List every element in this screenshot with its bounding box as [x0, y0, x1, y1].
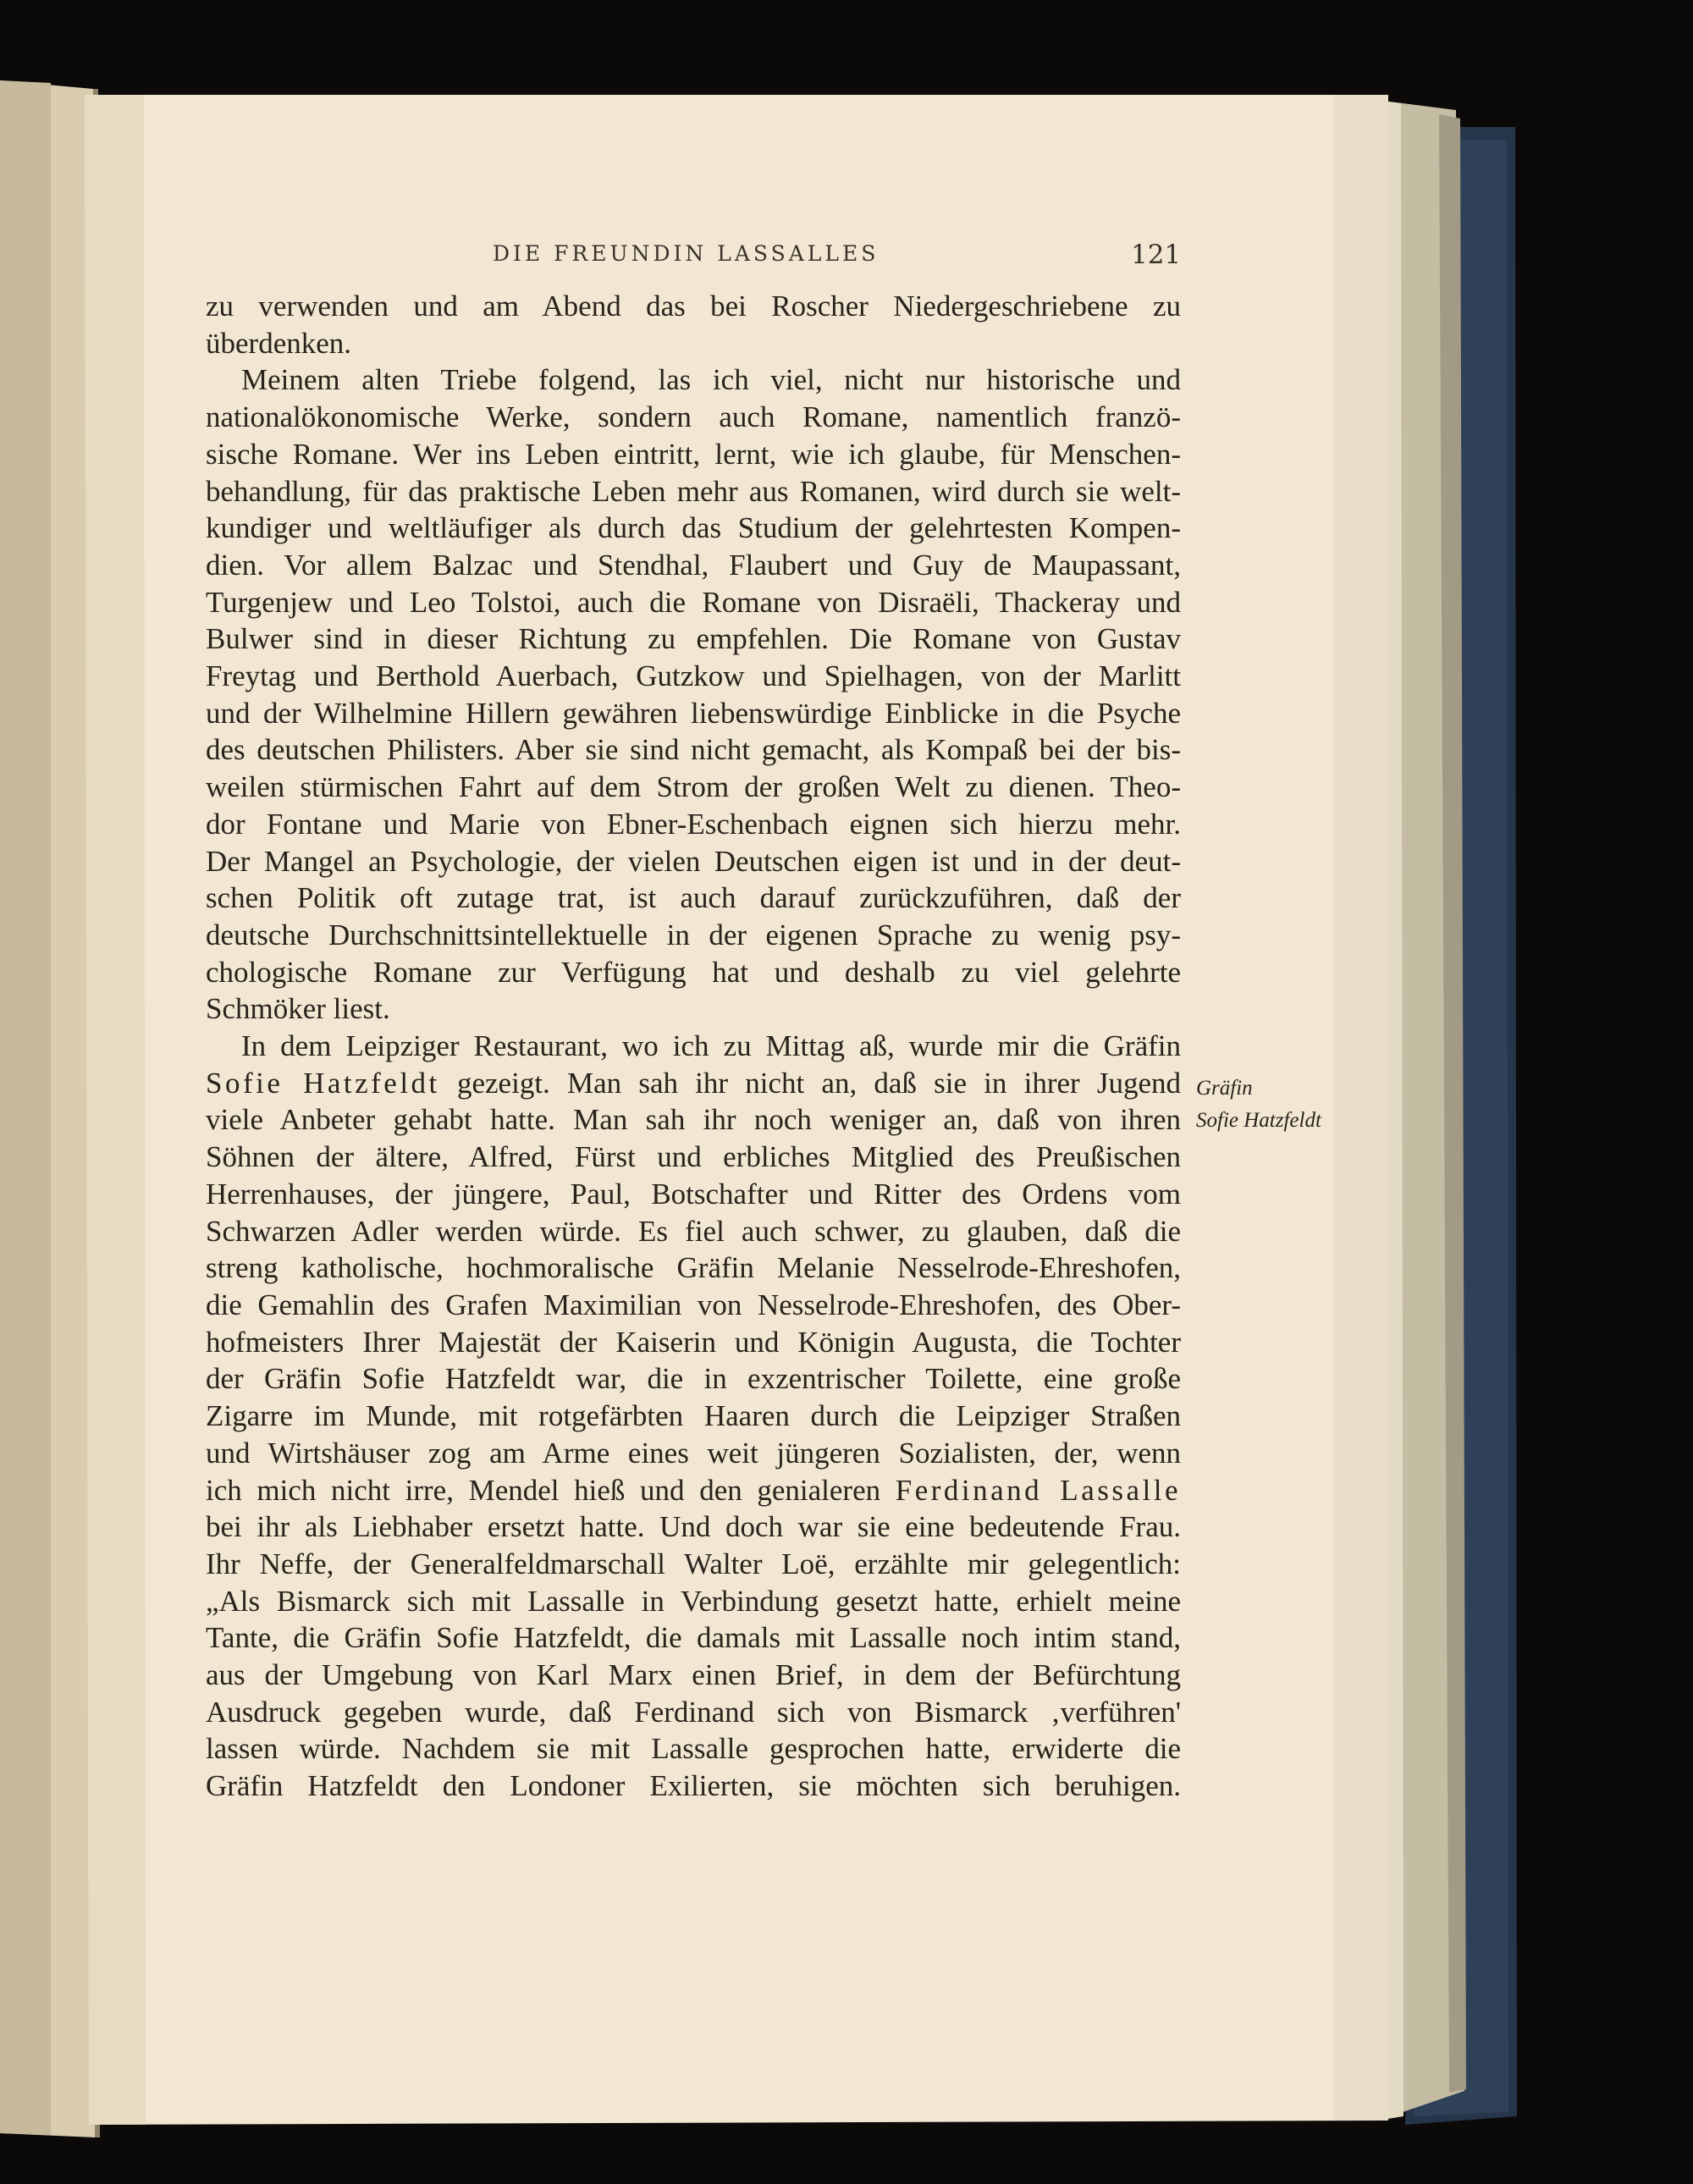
page-number: 121	[1131, 240, 1182, 270]
text-line	[206, 1065, 1181, 1102]
text-line: und Wirtshäuser zog am Arme eines weit jüngeren Sozialisten, der, wenn	[206, 1436, 1181, 1470]
text-line: Ausdruck gegeben wurde, daß Ferdinand sich von Bismarck ‚verführen'	[206, 1695, 1181, 1729]
text-line	[206, 1472, 1181, 1509]
text-line: In dem Leipziger Restaurant, wo ich zu Mittag aß, wurde mir die Gräfin	[241, 1029, 1181, 1063]
text-line: Meinem alten Triebe folgend, las ich viel, nicht nur historische und	[241, 363, 1181, 397]
text-line: dor Fontane und Marie von Ebner-Eschenbach eignen sich hierzu mehr.	[206, 807, 1181, 841]
text-line: behandlung, für das praktische Leben mehr aus Romanen, wird durch sie welt-	[206, 474, 1181, 508]
text-line: der Gräfin Sofie Hatzfeldt war, die in exzentrischer Toilette, eine große	[206, 1362, 1181, 1396]
text-line: aus der Umgebung von Karl Marx einen Brief, in dem der Befürchtung	[206, 1658, 1181, 1692]
text-line: „Als Bismarck sich mit Lassalle in Verbindung gesetzt hatte, erhielt meine	[206, 1584, 1181, 1618]
text-line: Zigarre im Munde, mit rotgefärbten Haaren durch die Leipziger Straßen	[206, 1399, 1181, 1433]
spaced-name: Ferdinand Lassalle	[895, 1473, 1181, 1507]
text-line: und der Wilhelmine Hillern gewähren liebenswürdige Einblicke in die Psyche	[206, 696, 1181, 730]
text-line: Tante, die Gräfin Sofie Hatzfeldt, die damals mit Lassalle noch intim stand,	[206, 1621, 1181, 1655]
text-line: weilen stürmischen Fahrt auf dem Strom der großen Welt zu dienen. Theo-	[206, 770, 1181, 804]
text-line: Bulwer sind in dieser Richtung zu empfehlen. Die Romane von Gustav	[206, 622, 1181, 656]
text-line: Schwarzen Adler werden würde. Es fiel auch schwer, zu glauben, daß die	[206, 1214, 1181, 1248]
text-line: Turgenjew und Leo Tolstoi, auch die Romane von Disraëli, Thackeray und	[206, 585, 1181, 619]
text-fragment: ich mich nicht irre, Mendel hieß und den genialeren	[206, 1473, 881, 1507]
margin-note	[1196, 1073, 1321, 1137]
margin-note-line: Sofie Hatzfeldt	[1196, 1109, 1321, 1132]
text-line: nationalökonomische Werke, sondern auch Romane, namentlich franzö-	[206, 400, 1181, 434]
text-line: Der Mangel an Psychologie, der vielen Deutschen eigen ist und in der deut-	[206, 844, 1181, 878]
text-line: die Gemahlin des Grafen Maximilian von Nesselrode-Ehreshofen, des Ober-	[206, 1288, 1181, 1321]
text-line: Freytag und Berthold Auerbach, Gutzkow und Spielhagen, von der Marlitt	[206, 659, 1181, 693]
text-line: Ihr Neffe, der Generalfeldmarschall Walter Loë, erzählte mir gelegentlich:	[206, 1547, 1181, 1580]
running-head: DIE FREUNDIN LASSALLES	[493, 241, 880, 266]
text-line: bei ihr als Liebhaber ersetzt hatte. Und doch war sie eine bedeutende Frau.	[206, 1510, 1181, 1544]
text-line: Söhnen der ältere, Alfred, Fürst und erbliches Mitglied des Preußischen	[206, 1140, 1181, 1174]
text-line: chologische Romane zur Verfügung hat und deshalb zu viel gelehrte	[206, 955, 1181, 989]
text-fragment: gezeigt. Man sah ihr nicht an, daß sie in ihrer Jugend	[456, 1066, 1182, 1100]
text-line: überdenken.	[206, 326, 352, 360]
body-text	[206, 288, 1181, 1805]
text-line: schen Politik oft zutage trat, ist auch darauf zurückzuführen, daß der	[206, 881, 1181, 915]
text-line: streng katholische, hochmoralische Gräfin Melanie Nesselrode-Ehreshofen,	[206, 1251, 1181, 1285]
text-line: Schmöker liest.	[206, 992, 390, 1026]
text-line: hofmeisters Ihrer Majestät der Kaiserin und Königin Augusta, die Tochter	[206, 1325, 1181, 1359]
text-line: dien. Vor allem Balzac und Stendhal, Flaubert und Guy de Maupassant,	[206, 548, 1181, 582]
text-line: des deutschen Philisters. Aber sie sind nicht gemacht, als Kompaß bei der bis-	[206, 733, 1181, 767]
margin-note-line: Gräfin	[1196, 1077, 1253, 1100]
text-line: kundiger und weltläufiger als durch das Studium der gelehrtesten Kompen-	[206, 511, 1181, 545]
text-line: lassen würde. Nachdem sie mit Lassalle gesprochen hatte, erwiderte die	[206, 1732, 1181, 1766]
text-line: deutsche Durchschnittsintellektuelle in der eigenen Sprache zu wenig psy-	[206, 918, 1181, 951]
text-line: sische Romane. Wer ins Leben eintritt, lernt, wie ich glaube, für Menschen-	[206, 437, 1181, 471]
text-line: Gräfin Hatzfeldt den Londoner Exilierten, sie möchten sich beruhigen.	[206, 1769, 1181, 1803]
text-line: viele Anbeter gehabt hatte. Man sah ihr noch weniger an, daß von ihren	[206, 1103, 1181, 1137]
text-line: Herrenhauses, der jüngere, Paul, Botschafter und Ritter des Ordens vom	[206, 1177, 1181, 1211]
spaced-name: Sofie Hatzfeldt	[206, 1066, 440, 1100]
text-line: zu verwenden und am Abend das bei Roscher Niedergeschriebene zu	[206, 290, 1181, 323]
